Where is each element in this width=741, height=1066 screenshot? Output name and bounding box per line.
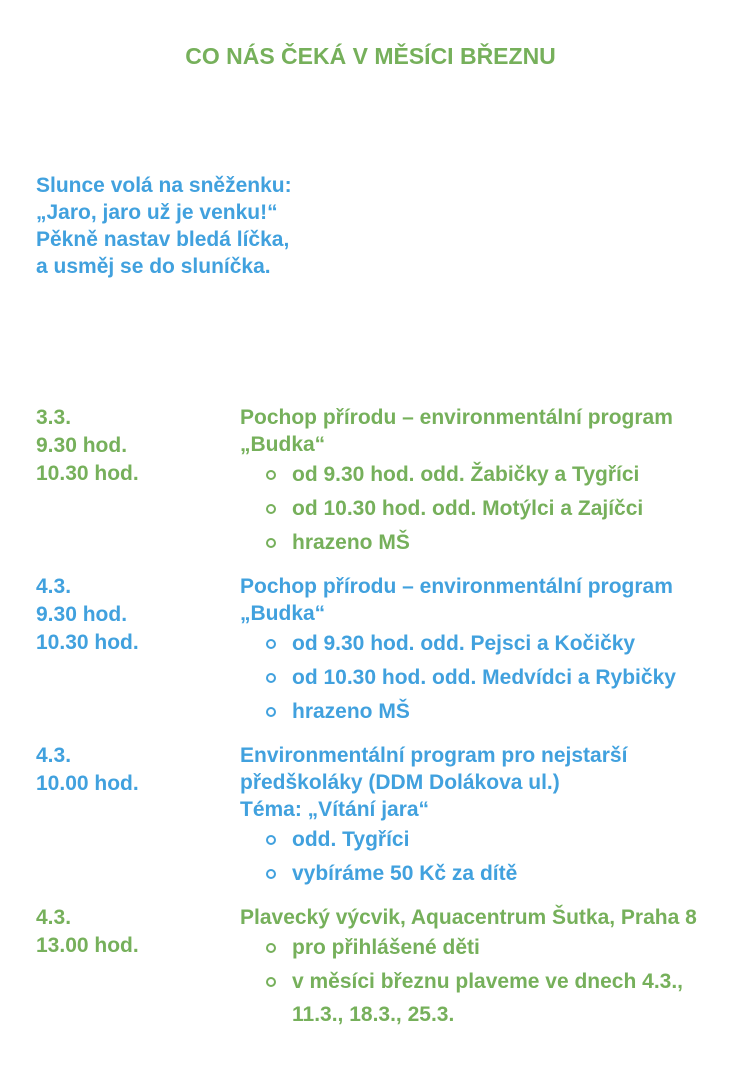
event-row (36, 404, 741, 560)
bullet-item (266, 695, 741, 728)
bullet-list (240, 627, 741, 728)
bullet-text-line: od 10.30 hod. odd. Motýlci a Zajíčci (292, 497, 644, 520)
bullet-item (266, 526, 741, 559)
event-title-line: Plavecký výcvik, Aquacentrum Šutka, Praha 8 (240, 906, 697, 929)
event-date (36, 573, 240, 657)
event-content (240, 904, 741, 1032)
event-date-line: 10.00 hod. (36, 772, 139, 795)
bullet-text (292, 965, 683, 1031)
event-title-line: Téma: „Vítání jara“ (240, 798, 430, 821)
circle-bullet-icon (266, 470, 276, 480)
bullet-item (266, 492, 741, 525)
event-date-line: 10.30 hod. (36, 631, 139, 654)
bullet-text-line: od 9.30 hod. odd. Pejsci a Kočičky (292, 632, 636, 655)
bullet-item (266, 823, 741, 856)
poem-line: Slunce volá na sněženku: (36, 174, 292, 197)
event-row (36, 742, 741, 891)
bullet-text-line: od 9.30 hod. odd. Žabičky a Tygříci (292, 463, 640, 486)
circle-bullet-icon (266, 869, 276, 879)
bullet-item (266, 931, 741, 964)
event-content (240, 404, 741, 560)
bullet-text-line: v měsíci březnu plaveme ve dnech 4.3., (292, 970, 684, 993)
poem-line: a usměj se do sluníčka. (36, 255, 271, 278)
bullet-text-line: odd. Tygříci (292, 828, 410, 851)
bullet-text (292, 661, 676, 694)
circle-bullet-icon (266, 538, 276, 548)
document-page (0, 42, 741, 1066)
circle-bullet-icon (266, 707, 276, 717)
event-date-line: 9.30 hod. (36, 434, 128, 457)
event-date-line: 13.00 hod. (36, 934, 139, 957)
document-title: CO NÁS ČEKÁ V MĚSÍCI BŘEZNU (185, 43, 556, 69)
event-row (36, 573, 741, 729)
poem-line: „Jaro, jaro už je venku!“ (36, 201, 278, 224)
bullet-item (266, 627, 741, 660)
circle-bullet-icon (266, 639, 276, 649)
bullet-list (240, 823, 741, 890)
event-date-line: 9.30 hod. (36, 603, 128, 626)
circle-bullet-icon (266, 943, 276, 953)
event-title-line: „Budka“ (240, 433, 326, 456)
bullet-text (292, 526, 410, 559)
bullet-list (240, 458, 741, 559)
bullet-text-line: vybíráme 50 Kč za dítě (292, 862, 518, 885)
event-date-line: 4.3. (36, 575, 72, 598)
event-date-line: 4.3. (36, 906, 72, 929)
circle-bullet-icon (266, 673, 276, 683)
circle-bullet-icon (266, 504, 276, 514)
circle-bullet-icon (266, 835, 276, 845)
circle-bullet-icon (266, 977, 276, 987)
event-date-line: 3.3. (36, 406, 72, 429)
bullet-text (292, 857, 517, 890)
bullet-list (240, 931, 741, 1031)
bullet-text-line: hrazeno MŠ (292, 531, 410, 554)
poem (36, 172, 741, 280)
bullet-text (292, 695, 410, 728)
bullet-item (266, 661, 741, 694)
event-content (240, 573, 741, 729)
event-date-line: 10.30 hod. (36, 462, 139, 485)
event-date (36, 404, 240, 488)
event-date (36, 904, 240, 960)
event-title-line: Pochop přírodu – environmentální program (240, 406, 673, 429)
bullet-text-line: pro přihlášené děti (292, 936, 480, 959)
bullet-text-line: od 10.30 hod. odd. Medvídci a Rybičky (292, 666, 676, 689)
event-row (36, 904, 741, 1032)
event-date-line: 4.3. (36, 744, 72, 767)
event-title-line: předškoláky (DDM Dolákova ul.) (240, 771, 560, 794)
event-list (0, 404, 741, 1032)
bullet-item (266, 857, 741, 890)
bullet-text-line: hrazeno MŠ (292, 700, 410, 723)
event-title-line: Pochop přírodu – environmentální program (240, 575, 673, 598)
bullet-text (292, 823, 409, 856)
bullet-text (292, 931, 480, 964)
bullet-item (266, 458, 741, 491)
event-title-line: Environmentální program pro nejstarší (240, 744, 628, 767)
bullet-text-line: 11.3., 18.3., 25.3. (292, 1003, 455, 1026)
bullet-text (292, 458, 639, 491)
bullet-text (292, 492, 643, 525)
event-title-line: „Budka“ (240, 602, 326, 625)
bullet-text (292, 627, 635, 660)
event-content (240, 742, 741, 891)
event-date (36, 742, 240, 798)
poem-line: Pěkně nastav bledá líčka, (36, 228, 290, 251)
bullet-item (266, 965, 741, 1031)
